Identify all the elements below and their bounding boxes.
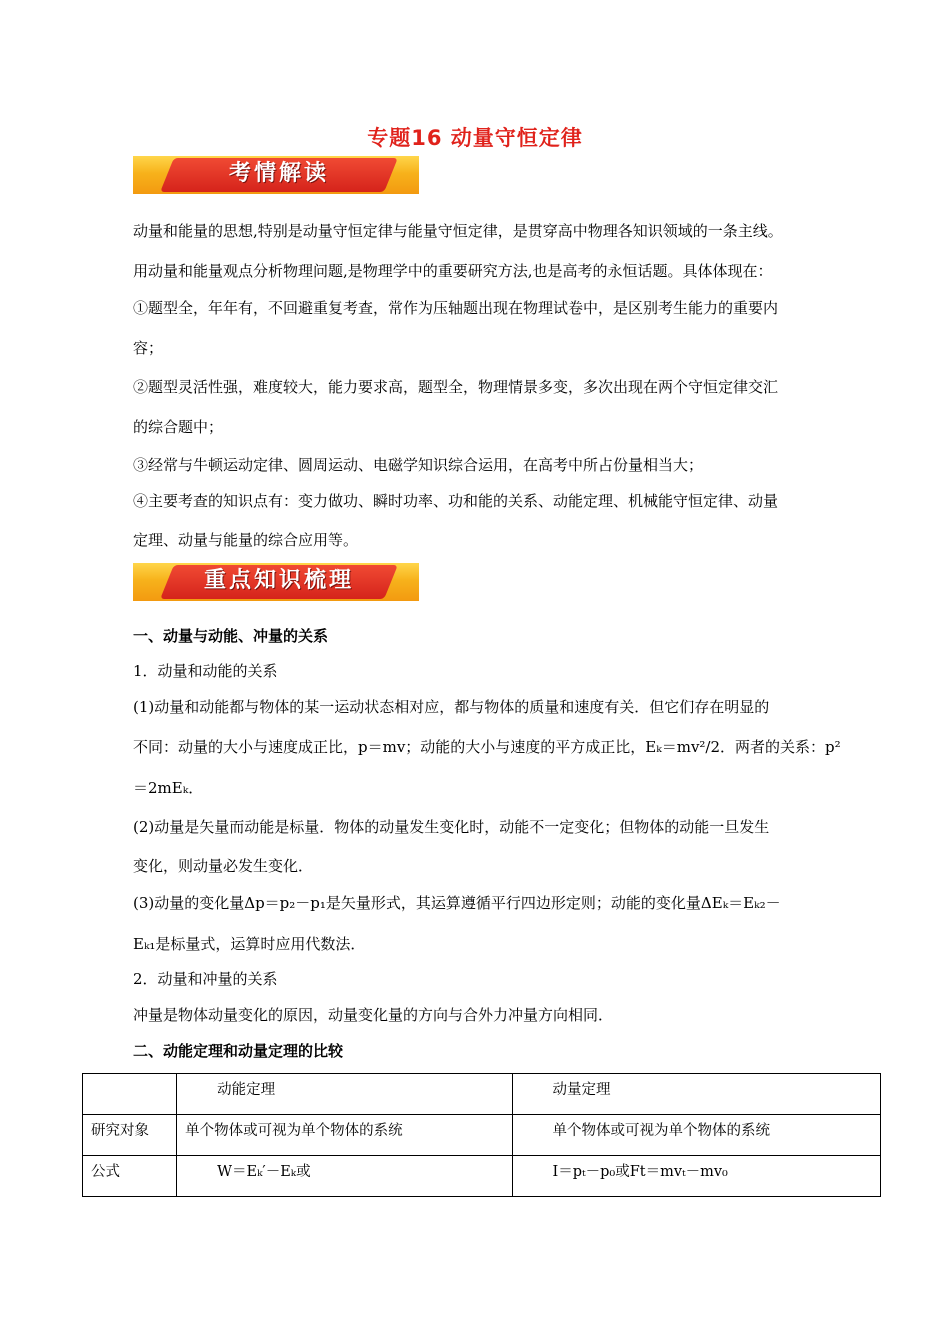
subsection-heading: 2．动量和冲量的关系 xyxy=(133,970,278,988)
intro-line: 用动量和能量观点分析物理问题,是物理学中的重要研究方法,也是高考的永恒话题。具体体现在： xyxy=(133,262,773,280)
table-cell: 单个物体或可视为单个物体的系统 xyxy=(512,1115,880,1156)
body-line: (1)动量和动能都与物体的某一运动状态相对应，都与物体的质量和速度有关．但它们存在明显的 xyxy=(133,698,770,716)
body-line: (2)动量是矢量而动能是标量．物体的动量发生变化时，动能不一定变化；但物体的动能一旦发生 xyxy=(133,818,770,836)
intro-line: ③经常与牛顿运动定律、圆周运动、电磁学知识综合运用，在高考中所占份量相当大； xyxy=(133,456,704,474)
intro-line: ②题型灵活性强，难度较大，能力要求高，题型全，物理情景多变，多次出现在两个守恒定律交汇 xyxy=(133,378,779,396)
body-line: 冲量是物体动量变化的原因，动量变化量的方向与合外力冲量方向相同． xyxy=(133,1006,614,1024)
intro-line: 动量和能量的思想,特别是动量守恒定律与能量守恒定律，是贯穿高中物理各知识领域的一条主线。 xyxy=(133,222,783,240)
body-line: (3)动量的变化量Δp＝p₂－p₁是矢量形式，其运算遵循平行四边形定则；动能的变化量ΔEₖ＝Eₖ₂－ xyxy=(133,894,781,912)
table-header-cell: 动能定理 xyxy=(177,1074,512,1115)
banner-label: 重点知识梳理 xyxy=(203,568,354,593)
body-line: 变化，则动量必发生变化． xyxy=(133,857,314,875)
body-line: ＝2mEₖ． xyxy=(133,779,204,797)
table-cell: 公式 xyxy=(83,1156,177,1197)
table-header-row xyxy=(83,1074,881,1115)
table-cell: W＝Eₖ′－Eₖ或 xyxy=(177,1156,512,1197)
subsection-heading: 1．动量和动能的关系 xyxy=(133,662,278,680)
comparison-table xyxy=(82,1073,881,1197)
intro-line: 的综合题中； xyxy=(133,418,224,436)
table-cell: 单个物体或可视为单个物体的系统 xyxy=(177,1115,512,1156)
section-heading: 一、动量与动能、冲量的关系 xyxy=(133,627,329,645)
intro-line: ①题型全，年年有，不回避重复考查，常作为压轴题出现在物理试卷中，是区别考生能力的重要内 xyxy=(133,299,779,317)
table-cell: I＝pₜ－p₀或Ft＝mvₜ－mv₀ xyxy=(512,1156,880,1197)
intro-line: 容； xyxy=(133,339,164,357)
intro-line: 定理、动量与能量的综合应用等。 xyxy=(133,531,359,549)
body-line: 不同：动量的大小与速度成正比，p＝mv；动能的大小与速度的平方成正比，Eₖ＝mv²/2．两者的关系：p² xyxy=(133,738,841,756)
section-banner-key-knowledge xyxy=(133,563,419,601)
banner-label: 考情解读 xyxy=(228,161,329,186)
table-header-cell xyxy=(83,1074,177,1115)
page-title: 专题16 动量守恒定律 xyxy=(367,126,583,150)
table-row xyxy=(83,1156,881,1197)
table-row xyxy=(83,1115,881,1156)
table-cell: 研究对象 xyxy=(83,1115,177,1156)
intro-line: ④主要考查的知识点有：变力做功、瞬时功率、功和能的关系、动能定理、机械能守恒定律、动量 xyxy=(133,492,779,510)
section-banner-exam-analysis xyxy=(133,156,419,194)
section-heading: 二、动能定理和动量定理的比较 xyxy=(133,1042,344,1060)
body-line: Eₖ₁是标量式，运算时应用代数法． xyxy=(133,935,366,953)
table-header-cell: 动量定理 xyxy=(512,1074,880,1115)
